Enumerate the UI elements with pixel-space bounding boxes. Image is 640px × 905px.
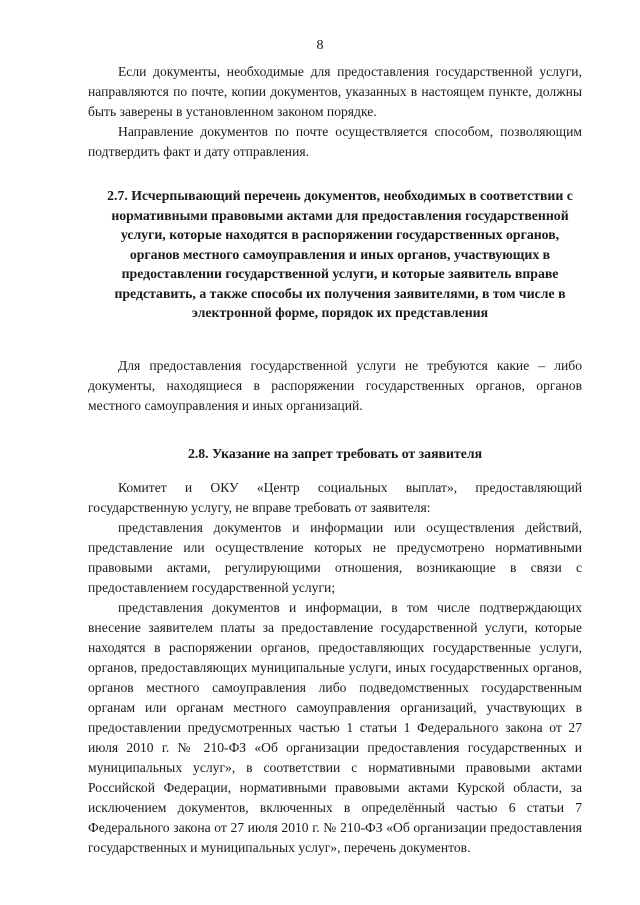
intro-block (88, 62, 582, 162)
section-2-8-paragraph-2: представления документов и информации или осуществления действий, представление или осуществление которых не предусмотрено нормативными правовыми актами, регулирующими отношения, возникающие в связи с предоставлением государственной услуги; (88, 520, 582, 595)
section-2-7-body-block (88, 356, 582, 416)
page-number: 8 (316, 38, 324, 53)
intro-paragraph-2: Направление документов по почте осуществляется способом, позволяющим подтвердить факт и дату отправления. (88, 124, 582, 159)
section-2-8-paragraph-3: представления документов и информации, в том числе подтверждающих внесение заявителем платы за предоставление государственной услуги, которые находятся в распоряжении органов, предоставляющих государственные услуги, органов, предоставляющих муниципальные услуги, иных государственных органов, органов местного самоуправления либо подведомственных государственным органам или органам местного самоуправления организаций, участвующих в предоставлении предусмотренных частью 1 статьи 1 Федерального закона от 27 июля 2010 г. № 210-ФЗ «Об организации предоставления государственных и муниципальных услуг», в соответствии с нормативными правовыми актами Российской Федерации, нормативными правовыми актами Курской области, за исключением документов, включенных в определённый частью 6 статьи 7 Федерального закона от 27 июля 2010 г. № 210-ФЗ «Об организации предоставления государственных и муниципальных услуг», перечень документов. (88, 600, 582, 855)
section-2-8-heading: 2.8. Указание на запрет требовать от заявителя (187, 446, 483, 461)
section-2-8-body-block (88, 478, 582, 858)
section-2-7-heading: 2.7. Исчерпывающий перечень документов, необходимых в соответствии с нормативными правовыми актами для предоставления государственной услуги, которые находятся в распоряжении государственных органов, органов местного самоуправления и иных органов, участвующих в предоставлении государственной услуги, и которые заявитель вправе представить, а также способы их получения заявителями, в том числе в электронной форме, порядок их представления (107, 188, 573, 320)
section-2-7-paragraph: Для предоставления государственной услуги не требуются какие – либо документы, находящиеся в распоряжении государственных органов, органов местного самоуправления и иных организаций. (88, 358, 582, 413)
section-2-8-paragraph-1: Комитет и ОКУ «Центр социальных выплат», предоставляющий государственную услугу, не вправе требовать от заявителя: (88, 480, 582, 515)
intro-paragraph-1: Если документы, необходимые для предоставления государственной услуги, направляются по почте, копии документов, указанных в настоящем пункте, должны быть заверены в установленном законом порядке. (88, 64, 582, 119)
